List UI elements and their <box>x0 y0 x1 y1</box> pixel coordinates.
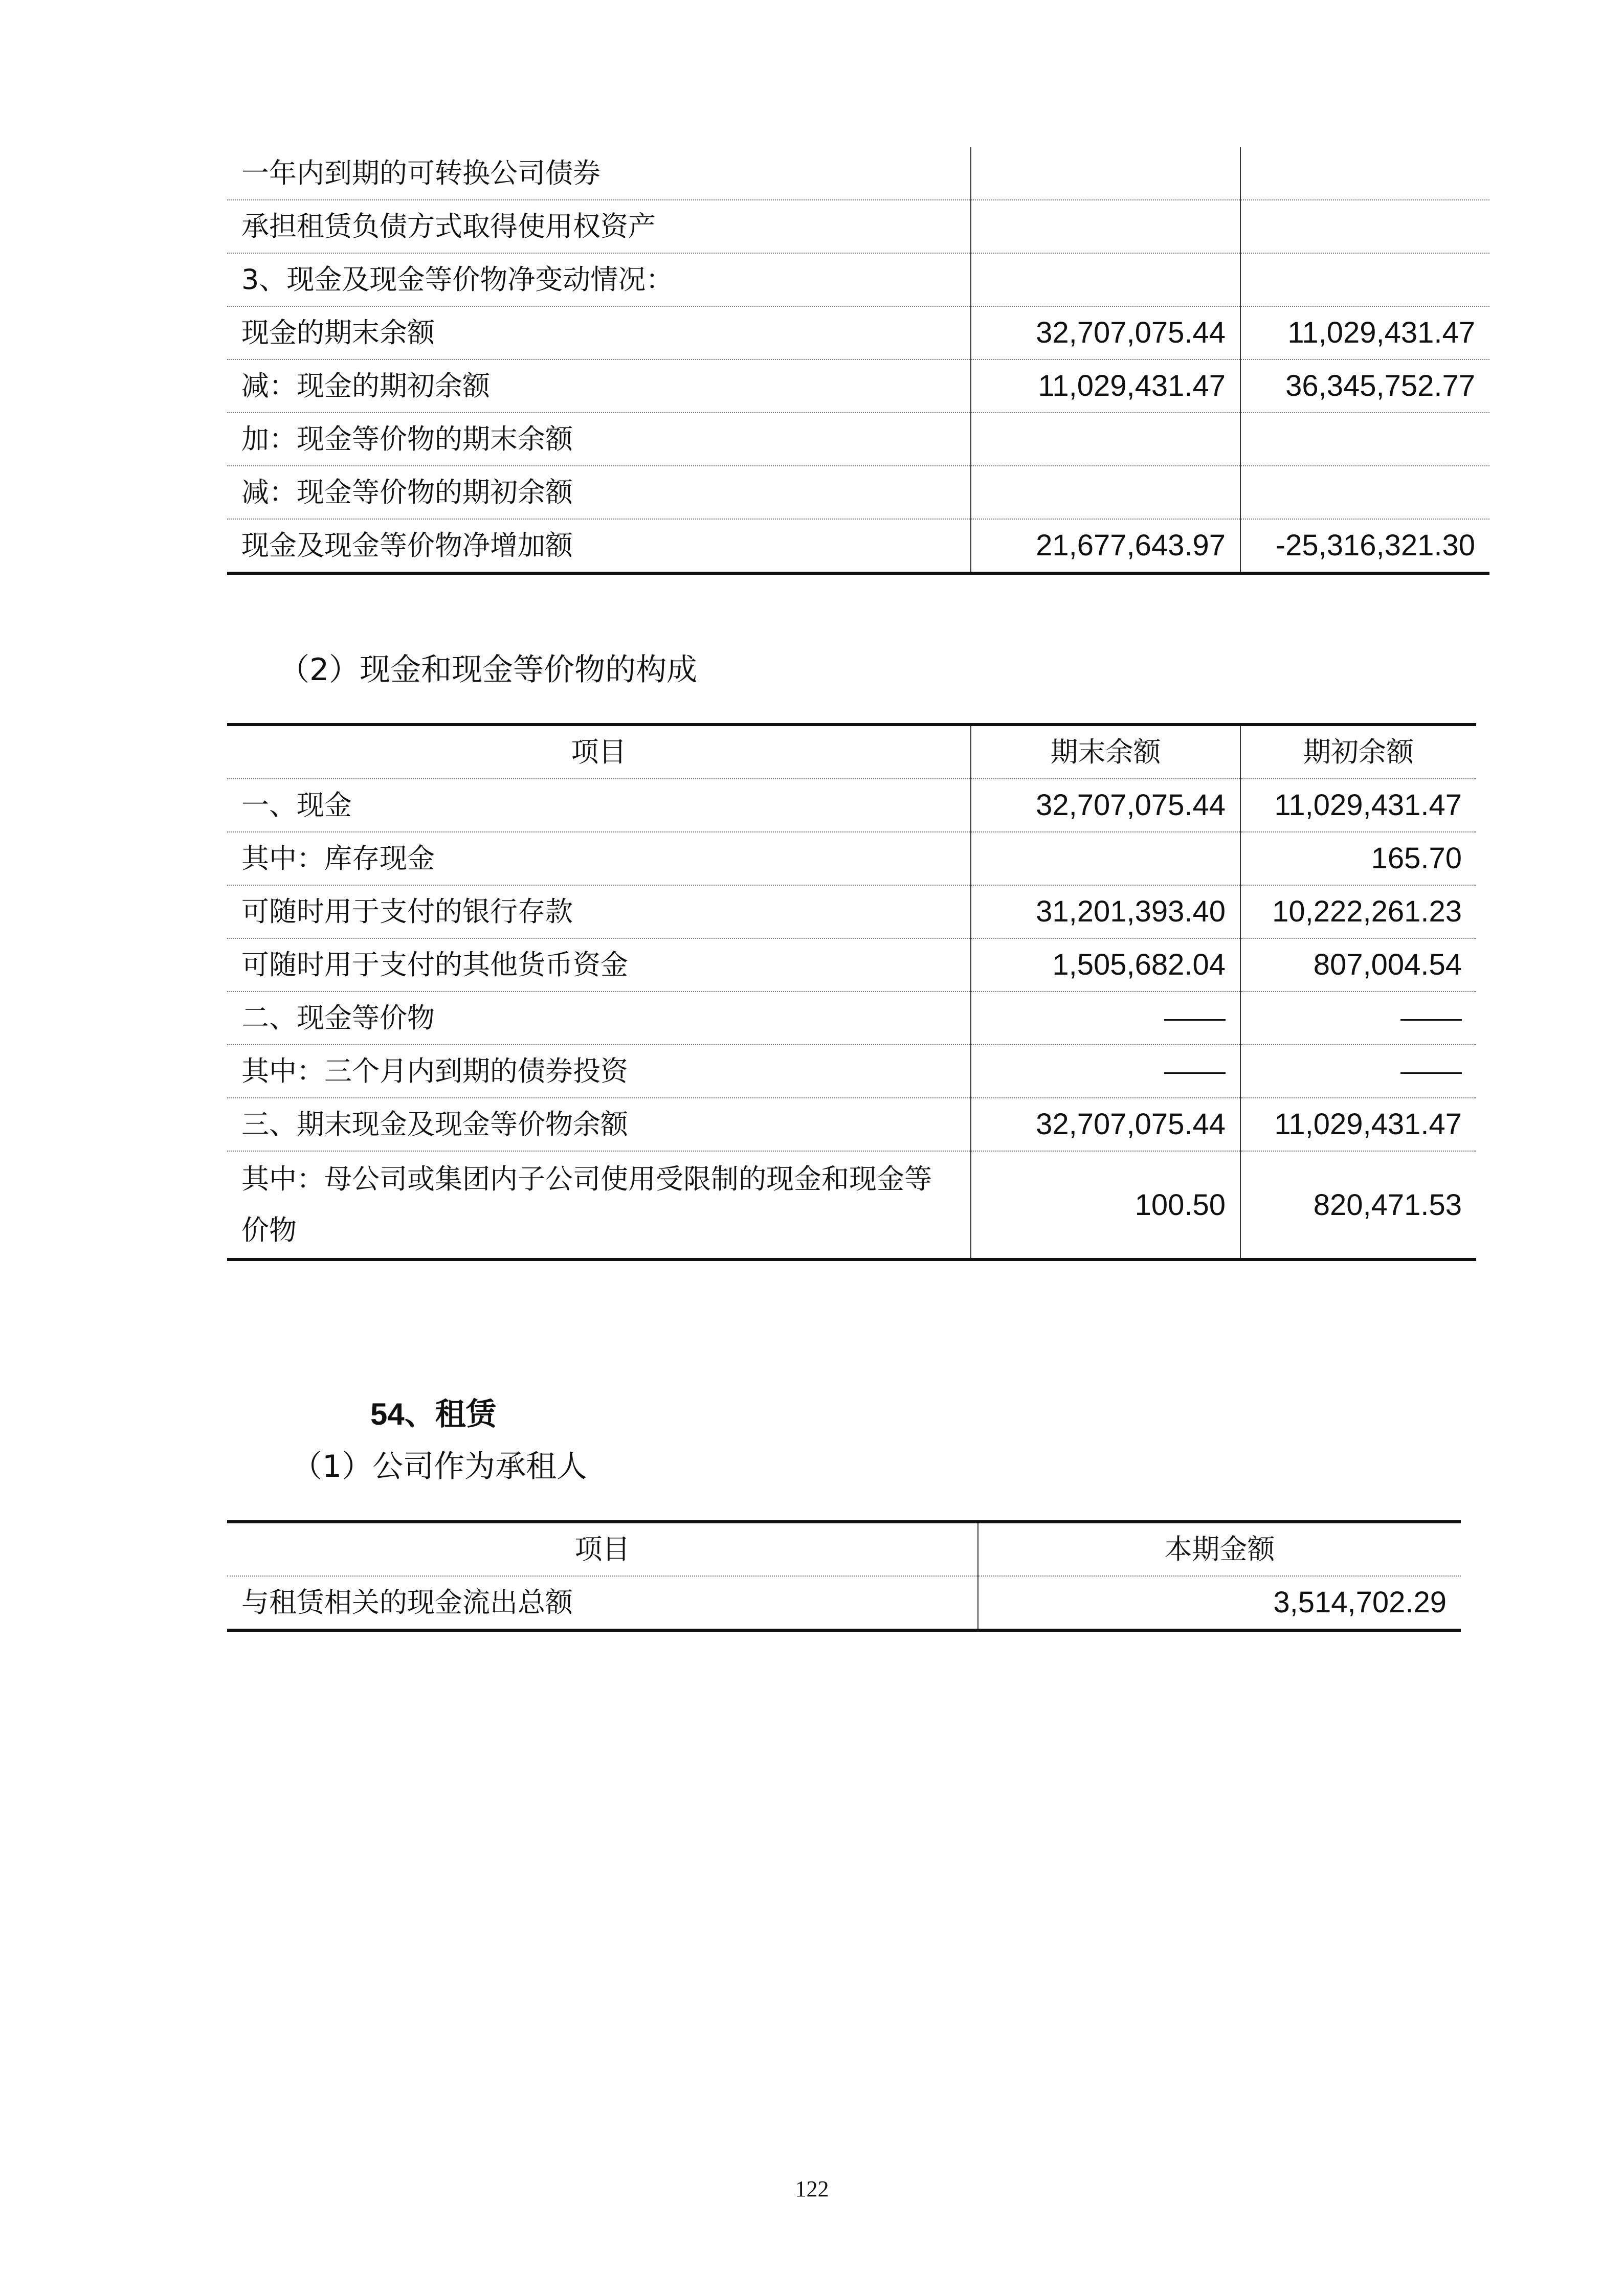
previous-period-value: 36,345,752.77 <box>1240 359 1489 413</box>
previous-period-value <box>1240 253 1489 306</box>
cash-composition-table <box>227 723 1476 1261</box>
row-label: 一年内到期的可转换公司债券 <box>241 157 600 189</box>
current-period-value <box>971 253 1240 306</box>
end-balance-value: 100.50 <box>971 1151 1240 1259</box>
end-balance-value <box>971 1045 1240 1098</box>
dash-placeholder <box>1400 1019 1462 1021</box>
end-balance-value: 32,707,075.44 <box>971 779 1240 832</box>
row-label: 加：现金等价物的期末余额 <box>227 413 971 466</box>
table-row <box>227 253 1489 306</box>
row-label: 可随时用于支付的银行存款 <box>227 885 971 938</box>
end-balance-value <box>971 832 1240 885</box>
header-end-balance: 期末余额 <box>971 725 1240 779</box>
table-row <box>227 147 1489 200</box>
current-period-value: 11,029,431.47 <box>971 359 1240 413</box>
row-label: 现金的期末余额 <box>227 306 971 359</box>
table-row <box>227 200 1489 253</box>
dash-placeholder <box>1164 1072 1226 1074</box>
begin-balance-value <box>1240 1045 1476 1098</box>
end-balance-value: 31,201,393.40 <box>971 885 1240 938</box>
begin-balance-value: 11,029,431.47 <box>1240 1098 1476 1151</box>
row-label: 其中：库存现金 <box>227 832 971 885</box>
row-label: 承担租赁负债方式取得使用权资产 <box>227 200 971 253</box>
lease-table <box>227 1520 1461 1632</box>
previous-period-value <box>1240 200 1489 253</box>
current-period-value: 21,677,643.97 <box>971 519 1240 573</box>
section-heading-text: 、租赁 <box>404 1397 497 1432</box>
current-period-value: 32,707,075.44 <box>971 306 1240 359</box>
current-amount-value: 3,514,702.29 <box>978 1576 1461 1630</box>
header-item: 项目 <box>571 736 627 768</box>
table-row <box>227 306 1489 359</box>
table-row <box>227 1576 1461 1630</box>
header-current-amount: 本期金额 <box>978 1522 1461 1576</box>
table-row <box>227 885 1476 938</box>
table-header-row <box>227 725 1476 779</box>
row-label: 现金及现金等价物净增加额 <box>227 519 971 573</box>
table-row <box>227 519 1489 573</box>
page-number: 122 <box>795 2176 829 2201</box>
table-row <box>227 359 1489 413</box>
row-label <box>227 1151 971 1259</box>
begin-balance-value <box>1240 992 1476 1045</box>
row-label: 三、期末现金及现金等价物余额 <box>227 1098 971 1151</box>
row-label: 二、现金等价物 <box>227 992 971 1045</box>
header-item: 项目 <box>574 1533 630 1565</box>
row-label: 与租赁相关的现金流出总额 <box>227 1576 978 1630</box>
section-subtitle-lessee: （1）公司作为承租人 <box>292 1449 588 1484</box>
table-header-row <box>227 1522 1461 1576</box>
table-row <box>227 1098 1476 1151</box>
table-row <box>227 1045 1476 1098</box>
previous-period-value <box>1240 147 1489 200</box>
previous-period-value <box>1240 413 1489 466</box>
header-begin-balance: 期初余额 <box>1240 725 1476 779</box>
row-label: 可随时用于支付的其他货币资金 <box>227 938 971 992</box>
begin-balance-value: 165.70 <box>1240 832 1476 885</box>
table-row <box>227 992 1476 1045</box>
end-balance-value: 1,505,682.04 <box>971 938 1240 992</box>
row-label: 3、现金及现金等价物净变动情况： <box>227 253 971 306</box>
begin-balance-value: 820,471.53 <box>1240 1151 1476 1259</box>
table-row <box>227 938 1476 992</box>
table-row <box>227 466 1489 519</box>
row-label: 减：现金的期初余额 <box>227 359 971 413</box>
begin-balance-value: 11,029,431.47 <box>1240 779 1476 832</box>
begin-balance-value: 10,222,261.23 <box>1240 885 1476 938</box>
table-row <box>227 413 1489 466</box>
dash-placeholder <box>1400 1072 1462 1074</box>
table-row-restricted-cash <box>227 1151 1476 1259</box>
dash-placeholder <box>1164 1019 1226 1021</box>
table-row <box>227 832 1476 885</box>
cashflow-supplement-table <box>227 147 1489 575</box>
row-label: 其中：三个月内到期的债券投资 <box>227 1045 971 1098</box>
current-period-value <box>971 413 1240 466</box>
section-title-cash-composition: （2）现金和现金等价物的构成 <box>279 652 698 688</box>
section-heading-leases <box>370 1390 497 1434</box>
begin-balance-value: 807,004.54 <box>1240 938 1476 992</box>
end-balance-value <box>971 992 1240 1045</box>
row-label: 一、现金 <box>227 779 971 832</box>
row-label-line-1: 其中：母公司或集团内子公司使用受限制的现金和现金等 <box>241 1163 932 1195</box>
row-label-line-2: 价物 <box>241 1214 297 1246</box>
row-label: 减：现金等价物的期初余额 <box>227 466 971 519</box>
end-balance-value: 32,707,075.44 <box>971 1098 1240 1151</box>
table-row <box>227 779 1476 832</box>
previous-period-value: -25,316,321.30 <box>1240 519 1489 573</box>
section-number: 54 <box>370 1397 405 1431</box>
previous-period-value: 11,029,431.47 <box>1240 306 1489 359</box>
previous-period-value <box>1240 466 1489 519</box>
current-period-value <box>971 200 1240 253</box>
current-period-value <box>971 147 1240 200</box>
current-period-value <box>971 466 1240 519</box>
